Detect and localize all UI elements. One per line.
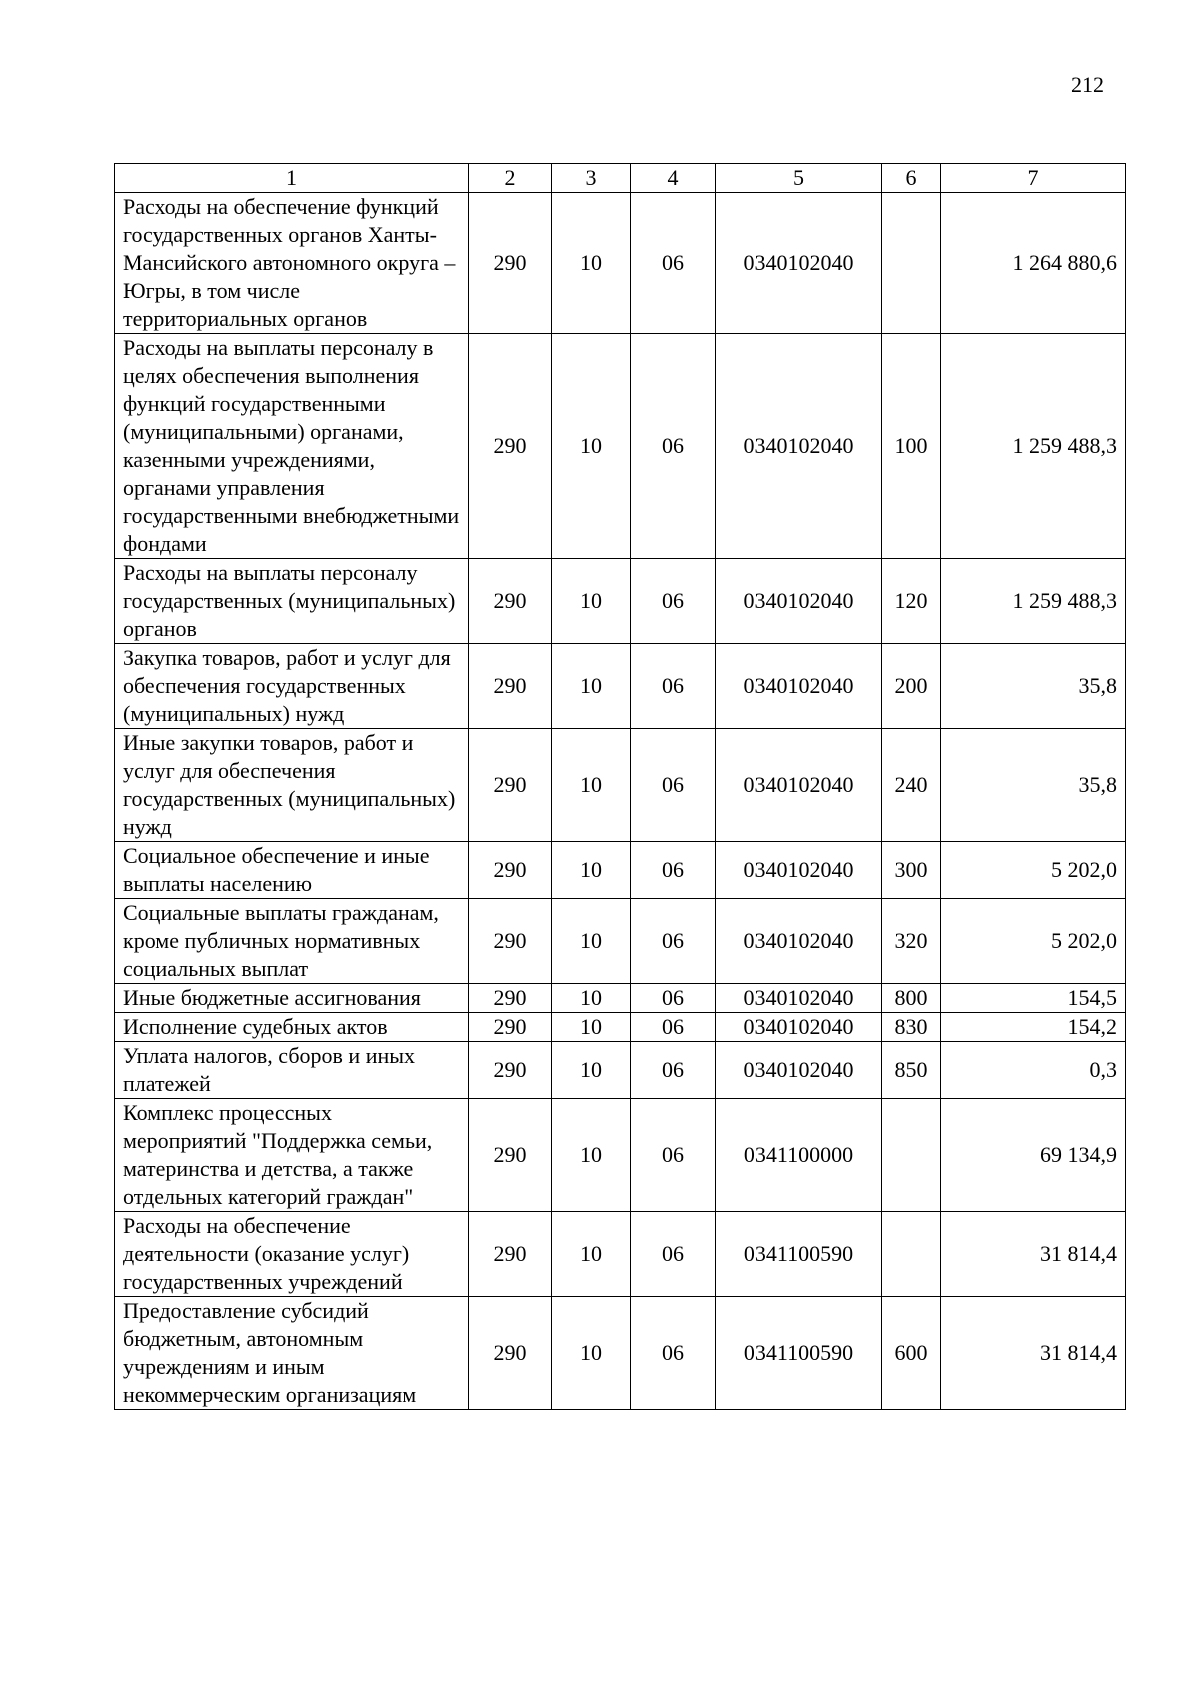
col-7-amount: 154,5 xyxy=(941,984,1126,1013)
col-5-value: 0340102040 xyxy=(716,984,882,1013)
col-7-amount: 35,8 xyxy=(941,644,1126,729)
col-2-value: 290 xyxy=(469,984,552,1013)
col-3-value: 10 xyxy=(552,334,631,559)
col-2-value: 290 xyxy=(469,1297,552,1410)
col-4-value: 06 xyxy=(631,334,716,559)
col-3-value: 10 xyxy=(552,1099,631,1212)
col-7-amount: 31 814,4 xyxy=(941,1297,1126,1410)
col-2-value: 290 xyxy=(469,842,552,899)
item-name: Иные бюджетные ассигнования xyxy=(115,984,469,1013)
col-3-value: 10 xyxy=(552,1297,631,1410)
budget-table xyxy=(114,163,1126,1410)
col-6-value xyxy=(882,1212,941,1297)
col-3-value: 10 xyxy=(552,1212,631,1297)
item-name: Закупка товаров, работ и услуг для обеспечения государственных (муниципальных) нужд xyxy=(115,644,469,729)
col-5-value: 0341100000 xyxy=(716,1099,882,1212)
item-name: Иные закупки товаров, работ и услуг для обеспечения государственных (муниципальных) нужд xyxy=(115,729,469,842)
item-name: Комплекс процессных мероприятий "Поддержка семьи, материнства и детства, а также отдельных категорий граждан" xyxy=(115,1099,469,1212)
col-7-amount: 0,3 xyxy=(941,1042,1126,1099)
item-name: Исполнение судебных актов xyxy=(115,1013,469,1042)
col-7-amount: 35,8 xyxy=(941,729,1126,842)
col-4-value: 06 xyxy=(631,1212,716,1297)
table-row xyxy=(115,1297,1126,1410)
item-name: Социальные выплаты гражданам, кроме публичных нормативных социальных выплат xyxy=(115,899,469,984)
col-6-value: 850 xyxy=(882,1042,941,1099)
col-5-value: 0341100590 xyxy=(716,1297,882,1410)
col-5-value: 0340102040 xyxy=(716,334,882,559)
item-name: Расходы на обеспечение функций государственных органов Ханты-Мансийского автономного округа – Югры, в том числе территориальных органов xyxy=(115,193,469,334)
table-row xyxy=(115,899,1126,984)
item-name: Предоставление субсидий бюджетным, автономным учреждениям и иным некоммерческим организациям xyxy=(115,1297,469,1410)
table-body xyxy=(115,193,1126,1410)
header-row xyxy=(115,164,1126,193)
col-2-value: 290 xyxy=(469,334,552,559)
table-row xyxy=(115,1042,1126,1099)
col-6-value xyxy=(882,193,941,334)
table-row xyxy=(115,842,1126,899)
col-4-value: 06 xyxy=(631,644,716,729)
col-3-value: 10 xyxy=(552,1042,631,1099)
col-4-value: 06 xyxy=(631,729,716,842)
col-2-value: 290 xyxy=(469,1212,552,1297)
col-3-value: 10 xyxy=(552,644,631,729)
col-6-value: 300 xyxy=(882,842,941,899)
col-5-value: 0340102040 xyxy=(716,842,882,899)
col-7-amount: 5 202,0 xyxy=(941,899,1126,984)
item-name: Расходы на выплаты персоналу государственных (муниципальных) органов xyxy=(115,559,469,644)
header-col-5: 5 xyxy=(716,164,882,193)
col-4-value: 06 xyxy=(631,1099,716,1212)
col-7-amount: 31 814,4 xyxy=(941,1212,1126,1297)
header-col-2: 2 xyxy=(469,164,552,193)
header-col-6: 6 xyxy=(882,164,941,193)
col-5-value: 0340102040 xyxy=(716,899,882,984)
table-row xyxy=(115,559,1126,644)
table-row xyxy=(115,644,1126,729)
col-2-value: 290 xyxy=(469,1099,552,1212)
col-6-value xyxy=(882,1099,941,1212)
table-row xyxy=(115,1099,1126,1212)
col-2-value: 290 xyxy=(469,193,552,334)
col-4-value: 06 xyxy=(631,984,716,1013)
col-3-value: 10 xyxy=(552,984,631,1013)
header-col-7: 7 xyxy=(941,164,1126,193)
col-7-amount: 1 264 880,6 xyxy=(941,193,1126,334)
col-2-value: 290 xyxy=(469,559,552,644)
col-4-value: 06 xyxy=(631,1042,716,1099)
col-5-value: 0340102040 xyxy=(716,1042,882,1099)
col-5-value: 0340102040 xyxy=(716,559,882,644)
col-7-amount: 69 134,9 xyxy=(941,1099,1126,1212)
table-row xyxy=(115,1212,1126,1297)
col-3-value: 10 xyxy=(552,1013,631,1042)
col-3-value: 10 xyxy=(552,729,631,842)
header-col-4: 4 xyxy=(631,164,716,193)
header-col-1: 1 xyxy=(115,164,469,193)
col-3-value: 10 xyxy=(552,842,631,899)
table-row xyxy=(115,984,1126,1013)
col-6-value: 240 xyxy=(882,729,941,842)
table-row xyxy=(115,729,1126,842)
col-4-value: 06 xyxy=(631,1013,716,1042)
col-4-value: 06 xyxy=(631,842,716,899)
col-7-amount: 5 202,0 xyxy=(941,842,1126,899)
col-3-value: 10 xyxy=(552,193,631,334)
col-6-value: 600 xyxy=(882,1297,941,1410)
col-6-value: 100 xyxy=(882,334,941,559)
table-row xyxy=(115,193,1126,334)
col-3-value: 10 xyxy=(552,559,631,644)
col-6-value: 320 xyxy=(882,899,941,984)
col-5-value: 0340102040 xyxy=(716,1013,882,1042)
col-6-value: 120 xyxy=(882,559,941,644)
item-name: Социальное обеспечение и иные выплаты населению xyxy=(115,842,469,899)
item-name: Расходы на обеспечение деятельности (оказание услуг) государственных учреждений xyxy=(115,1212,469,1297)
col-2-value: 290 xyxy=(469,1042,552,1099)
col-3-value: 10 xyxy=(552,899,631,984)
col-5-value: 0340102040 xyxy=(716,193,882,334)
col-2-value: 290 xyxy=(469,899,552,984)
col-7-amount: 154,2 xyxy=(941,1013,1126,1042)
col-6-value: 800 xyxy=(882,984,941,1013)
col-4-value: 06 xyxy=(631,1297,716,1410)
page-number: 212 xyxy=(1071,72,1104,97)
col-6-value: 830 xyxy=(882,1013,941,1042)
col-7-amount: 1 259 488,3 xyxy=(941,559,1126,644)
col-6-value: 200 xyxy=(882,644,941,729)
item-name: Расходы на выплаты персоналу в целях обеспечения выполнения функций государственными (муниципальными) органами, казенными учреждениями, органами управления государственными внебюджетными фондами xyxy=(115,334,469,559)
col-2-value: 290 xyxy=(469,1013,552,1042)
col-5-value: 0341100590 xyxy=(716,1212,882,1297)
header-col-3: 3 xyxy=(552,164,631,193)
table-row xyxy=(115,1013,1126,1042)
col-5-value: 0340102040 xyxy=(716,644,882,729)
col-2-value: 290 xyxy=(469,644,552,729)
col-4-value: 06 xyxy=(631,193,716,334)
col-7-amount: 1 259 488,3 xyxy=(941,334,1126,559)
col-2-value: 290 xyxy=(469,729,552,842)
col-4-value: 06 xyxy=(631,899,716,984)
table-row xyxy=(115,334,1126,559)
col-4-value: 06 xyxy=(631,559,716,644)
col-5-value: 0340102040 xyxy=(716,729,882,842)
item-name: Уплата налогов, сборов и иных платежей xyxy=(115,1042,469,1099)
